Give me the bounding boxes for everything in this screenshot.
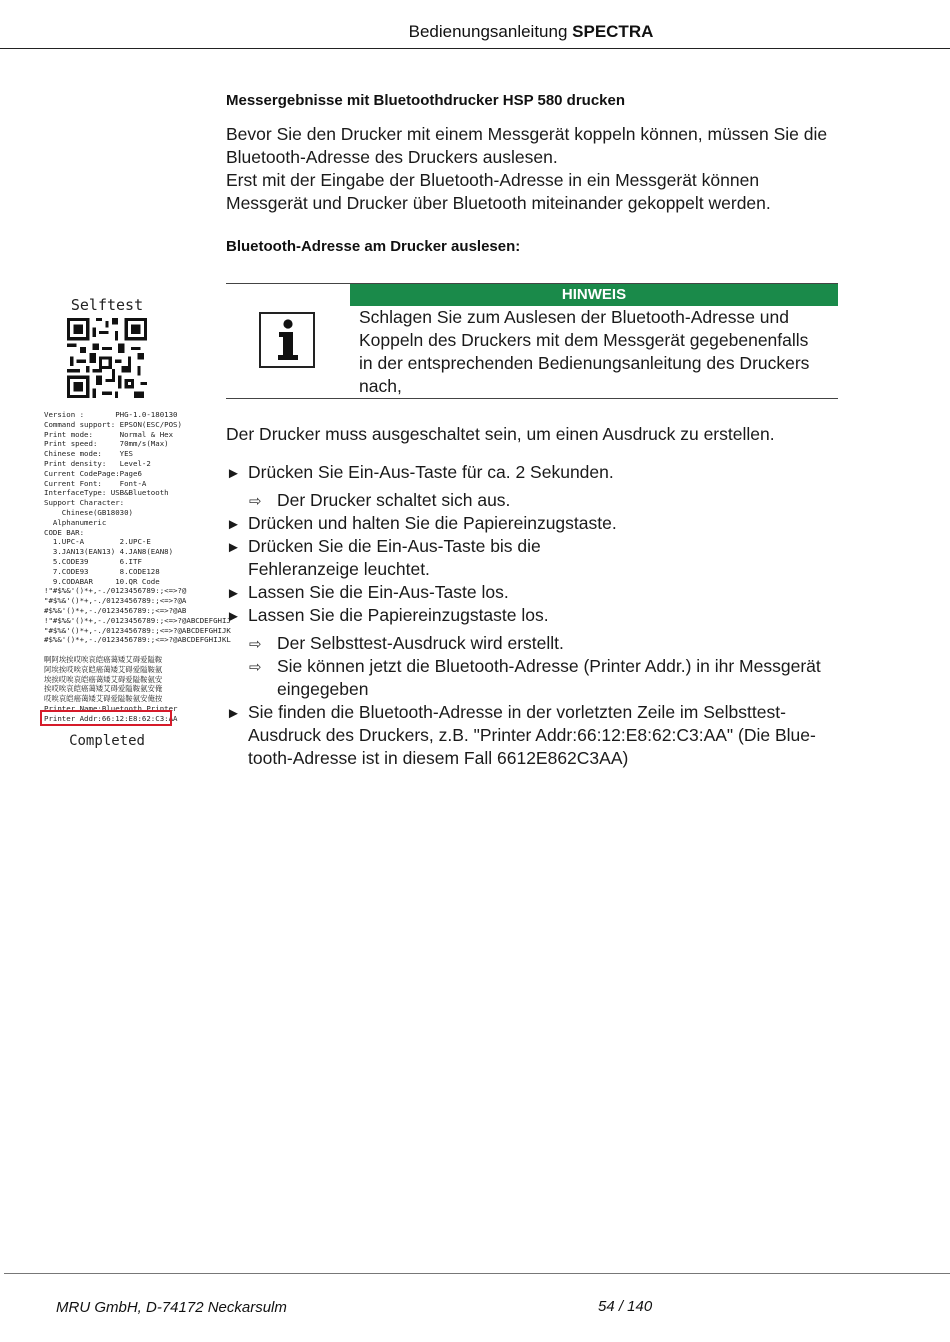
page-number: 54 / 140 bbox=[598, 1298, 653, 1315]
section-heading-read-address: Bluetooth-Adresse am Drucker auslesen: bbox=[226, 238, 521, 255]
step-item bbox=[226, 535, 833, 581]
intro-line: Bevor Sie den Drucker mit einem Messgerät koppeln können, müssen Sie die bbox=[226, 124, 828, 144]
step-item bbox=[226, 581, 833, 605]
intro-line: Bluetooth-Adresse des Druckers auslesen. bbox=[226, 147, 558, 167]
step-arrow-icon: ► bbox=[226, 465, 241, 482]
step-arrow-icon: ► bbox=[226, 516, 241, 533]
step-item bbox=[226, 604, 833, 628]
notice-line: Schlagen Sie zum Auslesen der Bluetooth-Adresse und bbox=[359, 307, 789, 327]
notice-line: in der entsprechenden Bedienungsanleitung des Druckers bbox=[359, 353, 810, 373]
step-text bbox=[248, 701, 833, 770]
result-text-line: Sie können jetzt die Bluetooth-Adresse (Printer Addr.) in ihr Messgerät bbox=[277, 656, 821, 676]
result-text: Der Drucker schaltet sich aus. bbox=[277, 490, 511, 510]
result-arrow-icon: ⇨ bbox=[249, 636, 262, 653]
step-text: Lassen Sie die Ein-Aus-Taste los. bbox=[248, 582, 509, 602]
footer-divider bbox=[4, 1273, 950, 1274]
receipt-lines: Version : PHG-1.0-180130 Command support: EPSON(ESC/POS) Print mode: Normal & Hex Print speed: 70mm/s(Max) Chinese mode: YES Print density: Level-2 Current CodePage:Page6 Current Font: Font-A InterfaceType: USB&Bluetooth Support Character: Chinese(GB18030) Alphanumeric CODE BAR: 1.UPC-A 2.UPC-E 3.JAN13(EAN13) 4.JAN8(EAN8) 5.CODE39 6.ITF 7.CODE93 8.CODE128 9.CODABAR 10.QR Code !"#$%&'()*+,-./0123456789:;<=>?@ "#$%&'()*+,-./0123456789:;<=>?@A #$%&'()*+,-./0123456789:;<=>?@AB !"#$%&'()*+,-./0123456789:;<=>?@ABCDEFGHIJ "#$%&'()*+,-./0123456789:;<=>?@ABCDEFGHIJK #$%&'()*+,-./0123456789:;<=>?@ABCDEFGHIJKL 啊阿埃挨哎唉哀皑癌蔼矮艾碍爱隘鞍 阿埃挨哎唉哀皑癌蔼矮艾碍爱隘鞍氨 埃挨哎唉哀皑癌蔼矮艾碍爱隘鞍氨安 挨哎唉哀皑癌蔼矮艾碍爱隘鞍氨安俺 哎唉哀皑癌蔼矮艾碍爱隘鞍氨安俺按 Printer Name:Bluetooth Printer Printer Addr:66:12:E8:62:C3:AA bbox=[44, 410, 231, 723]
step-arrow-icon: ► bbox=[226, 608, 241, 625]
step-text: Drücken und halten Sie die Papiereinzugstaste. bbox=[248, 513, 617, 533]
intro-paragraph bbox=[226, 123, 846, 215]
result-item bbox=[249, 632, 837, 656]
result-text: Der Selbsttest-Ausdruck wird erstellt. bbox=[277, 633, 564, 653]
notice-text bbox=[359, 306, 834, 398]
intro-line: Messgerät und Drucker über Bluetooth miteinander gekoppelt werden. bbox=[226, 193, 771, 213]
prerequisite-text: Der Drucker muss ausgeschaltet sein, um einen Ausdruck zu erstellen. bbox=[226, 424, 775, 444]
receipt-title: Selftest bbox=[70, 296, 144, 314]
step-text-line: Fehleranzeige leuchtet. bbox=[248, 559, 430, 579]
notice-line: nach, bbox=[359, 376, 402, 396]
section-heading-print: Messergebnisse mit Bluetoothdrucker HSP 580 drucken bbox=[226, 92, 626, 109]
notice-line: Koppeln des Druckers mit dem Messgerät gegebenenfalls bbox=[359, 330, 809, 350]
step-text-line: Ausdruck des Druckers, z.B. "Printer Addr:66:12:E8:62:C3:AA" (Die Blue- bbox=[248, 725, 816, 745]
info-icon bbox=[259, 312, 315, 368]
header-divider bbox=[0, 48, 950, 49]
step-arrow-icon: ► bbox=[226, 585, 241, 602]
step-text-line: Drücken Sie die Ein-Aus-Taste bis die bbox=[248, 536, 541, 556]
result-arrow-icon: ⇨ bbox=[249, 493, 262, 510]
result-arrow-icon: ⇨ bbox=[249, 659, 262, 676]
header-title-prefix: Bedienungsanleitung bbox=[408, 22, 573, 41]
result-text-line: eingegeben bbox=[277, 679, 369, 699]
result-item bbox=[249, 655, 837, 701]
address-highlight bbox=[40, 710, 172, 726]
header-title-brand: SPECTRA bbox=[572, 22, 654, 41]
step-arrow-icon: ► bbox=[226, 705, 241, 722]
footer-company: MRU GmbH, D-74172 Neckarsulm bbox=[56, 1299, 287, 1316]
qr-code-icon bbox=[67, 318, 147, 398]
step-item bbox=[226, 461, 833, 485]
receipt-status: Completed bbox=[69, 733, 145, 749]
step-item bbox=[226, 512, 833, 536]
step-text: Lassen Sie die Papiereinzugstaste los. bbox=[248, 605, 549, 625]
step-text: Drücken Sie Ein-Aus-Taste für ca. 2 Sekunden. bbox=[248, 462, 614, 482]
result-item bbox=[249, 489, 837, 513]
result-text bbox=[277, 655, 837, 701]
notice-box bbox=[226, 283, 838, 399]
step-item bbox=[226, 701, 833, 770]
step-arrow-icon: ► bbox=[226, 539, 241, 556]
step-text-line: tooth-Adresse ist in diesem Fall 6612E862C3AA) bbox=[248, 748, 629, 768]
step-text-line: Sie finden die Bluetooth-Adresse in der vorletzten Zeile im Selbsttest- bbox=[248, 702, 786, 722]
step-text bbox=[248, 535, 833, 581]
intro-line: Erst mit der Eingabe der Bluetooth-Adresse in ein Messgerät können bbox=[226, 170, 760, 190]
header-title bbox=[0, 22, 950, 42]
notice-label: HINWEIS bbox=[350, 284, 838, 306]
